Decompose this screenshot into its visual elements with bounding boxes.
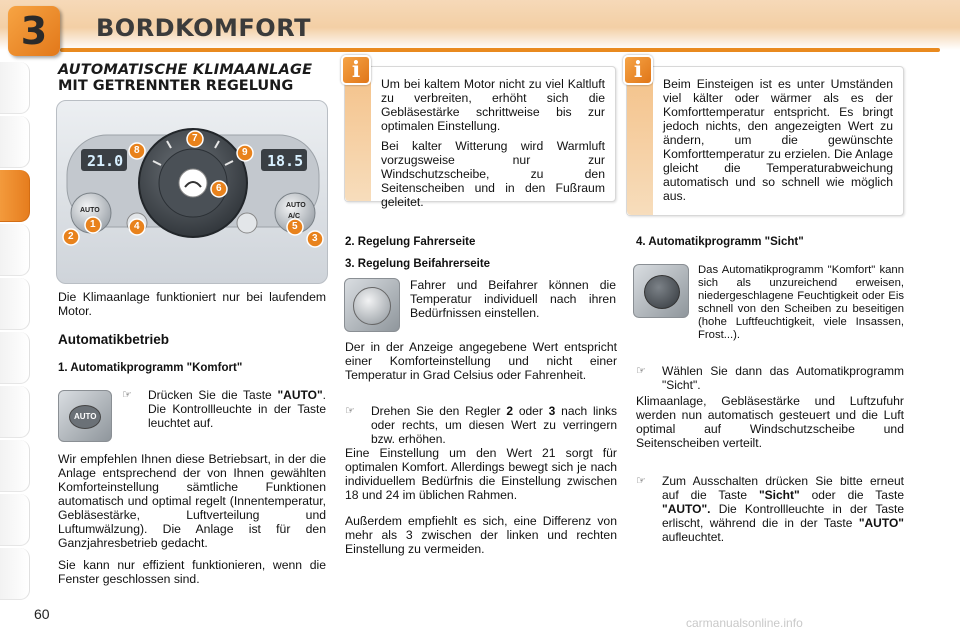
chapter-tab[interactable] [0,278,30,330]
ac-button[interactable]: A/C [288,213,301,220]
para-komfort-1: Wir empfehlen Ihnen diese Betriebsart, in der die Anlage entsprechend der von Ihnen gewählten Komforteinstellung sämtliche Funktionen automatisch und optimal regelt (Innentemperatur, Gebläsestärke, Luftverteilung und Luftumwälzung). Die Anlage ist für den Ganzjahresbetrieb gedacht. [58,452,326,550]
page-number: 60 [34,606,50,622]
header-rule [60,48,940,52]
bullet-press-auto [122,388,326,430]
bullet-text-mid1: oder die Taste [811,488,904,502]
auto-key-2: "AUTO" [858,516,904,530]
pointer-icon: ☞ [636,475,646,487]
info-icon: i [341,55,371,85]
callout-8: 8 [134,145,140,156]
sicht-description: Das Automatikprogramm "Komfort" kann sich als unzureichend erweisen, niedergeschlagene Feuchtigkeit oder Eis schnell von den Scheiben zu beseitigen (hohe Luftfeuchtigkeit, viele Insassen, Frost...). [698,264,904,341]
pointer-icon: ☞ [122,389,132,401]
chapter-tab[interactable] [0,386,30,438]
climate-panel-illustration [57,101,329,285]
chapter-tab[interactable] [0,116,30,168]
knob-key-3: 3 [548,404,556,418]
chapter-title: BORDKOMFORT [96,14,311,42]
defrost-knob-graphic [644,275,680,309]
temperature-knob-graphic [353,287,391,325]
sicht-key: "Sicht" [758,488,800,502]
bullet-text: Zum Ausschalten drücken Sie bitte erneut auf die Taste [662,474,904,502]
heading-fahrerseite: 2. Regelung Fahrerseite [345,236,476,248]
heading-sicht: 4. Automatikprogramm "Sicht" [636,236,804,248]
pointer-icon: ☞ [345,405,355,417]
info1-paragraph-2: Bei kalter Witterung wird Warmluft vorzugsweise nur zur Windschutzscheibe, zu den Seitenscheiben und in den Fußraum geleitet. [381,139,605,209]
watermark: carmanualsonline.info [686,616,803,630]
left-display-value: 21.0 [87,152,124,170]
callout-6: 6 [216,183,222,194]
bullet-text: Drücken Sie die Taste [148,388,272,402]
callout-9: 9 [242,147,248,158]
heading-komfort: 1. Automatikprogramm "Komfort" [58,362,243,374]
chapter-tab[interactable] [0,440,30,492]
bullet-turn-knob [345,404,617,446]
chapter-tab-active[interactable] [0,170,30,222]
para-komfort-2: Sie kann nur effizient funktionieren, wenn die Fenster geschlossen sind. [58,558,326,586]
info-box-cold-engine [344,57,616,209]
callout-5: 5 [292,221,298,232]
right-display-value: 18.5 [267,152,304,170]
auto-button-left[interactable]: AUTO [80,207,100,214]
info-box-comfort-temp [626,57,904,216]
bullet-switch-off [636,474,904,544]
section-title [58,62,312,94]
heading-automatikbetrieb: Automatikbetrieb [58,332,170,347]
bullet-text-mid: oder [518,404,543,418]
chapter-tab[interactable] [0,332,30,384]
bullet-text-end: nach links oder rechts, um diesen Wert zu verringern bzw. erhöhen. [371,404,617,446]
temperature-knob-thumbnail [344,278,400,332]
bullet-text-end: aufleuchtet. [662,530,725,544]
section-title-line2: MIT GETRENNTER REGELUNG [58,78,294,94]
auto-button-right[interactable]: AUTO [286,202,306,209]
chapter-badge [8,6,60,56]
auto-button-thumbnail [58,390,112,442]
para-difference: Außerdem empfiehlt es sich, eine Differenz von mehr als 3 zwischen der linken und rechten Einstellung zu vermeiden. [345,514,617,556]
para-sicht-control: Klimaanlage, Gebläsestärke und Luftzufuhr werden nun automatisch gesteuert und die Luft optimal auf Windschutzscheibe und Seitenscheiben verteilt. [636,394,904,450]
heading-beifahrerseite: 3. Regelung Beifahrerseite [345,258,491,270]
para-display-value: Der in der Anzeige angegebene Wert entspricht einer Komforteinstellung und nicht einer Temperatur in Grad Celsius oder Fahrenheit. [345,340,617,382]
callout-7: 7 [192,133,198,144]
auto-key: "AUTO". [662,502,711,516]
bullet-select-sicht [636,364,904,392]
callout-1: 1 [90,219,96,230]
info-icon: i [623,55,653,85]
climate-control-panel [56,100,328,284]
para-setting-21: Eine Einstellung um den Wert 21 sorgt für optimalen Komfort. Allerdings bewegt sich je nach individuellem Bedürfnis die Einstellung zwischen 18 und 24 im üblichen Rahmen. [345,446,617,502]
callout-2: 2 [68,231,74,242]
intro-text: Die Klimaanlage funktioniert nur bei laufendem Motor. [58,290,326,318]
chapter-tabs [0,62,36,602]
chapter-tab[interactable] [0,224,30,276]
pointer-icon: ☞ [636,365,646,377]
auto-key: "AUTO" [277,388,323,402]
knob-description: Fahrer und Beifahrer können die Temperatur individuell nach ihren Bedürfnissen einstellen. [410,278,616,320]
chapter-tab[interactable] [0,62,30,114]
auto-button-label: AUTO [74,412,97,421]
info-strip [345,67,371,201]
bullet-text-end: . Die Kontrollleuchte in der Taste leuchtet auf. [148,388,326,430]
callout-3: 3 [312,233,318,244]
fan-knob-right[interactable] [237,213,257,233]
chapter-tab[interactable] [0,548,30,600]
bullet-text-mid2: Die Kontrollleuchte in der Taste erlischt, während die in der Taste [662,502,905,530]
chapter-tab[interactable] [0,494,30,546]
callout-4: 4 [134,221,140,232]
defrost-button-thumbnail [633,264,689,318]
chapter-number: 3 [20,9,48,53]
info1-paragraph-1: Um bei kaltem Motor nicht zu viel Kaltluft zu verbreiten, erhöht sich die Gebläsestärke schrittweise bis zur optimalen Einstellung. [381,77,605,133]
info-strip [627,67,653,215]
section-title-line1: AUTOMATISCHE KLIMAANLAGE [58,62,313,78]
bullet-text: Wählen Sie dann das Automatikprogramm "Sicht". [662,364,904,392]
info2-paragraph-1: Beim Einsteigen ist es unter Umständen viel kälter oder wärmer als es der Komforttemperatur entspricht. Es bringt jedoch nichts, den angezeigten Wert zu ändern, um die gewünschte Komforttemperatur zu erzielen. Die Anlage gleicht die Temperaturabweichung automatisch und so schnell wie möglich aus. [663,77,893,203]
bullet-text: Drehen Sie den Regler [371,404,501,418]
knob-key-2: 2 [506,404,513,418]
